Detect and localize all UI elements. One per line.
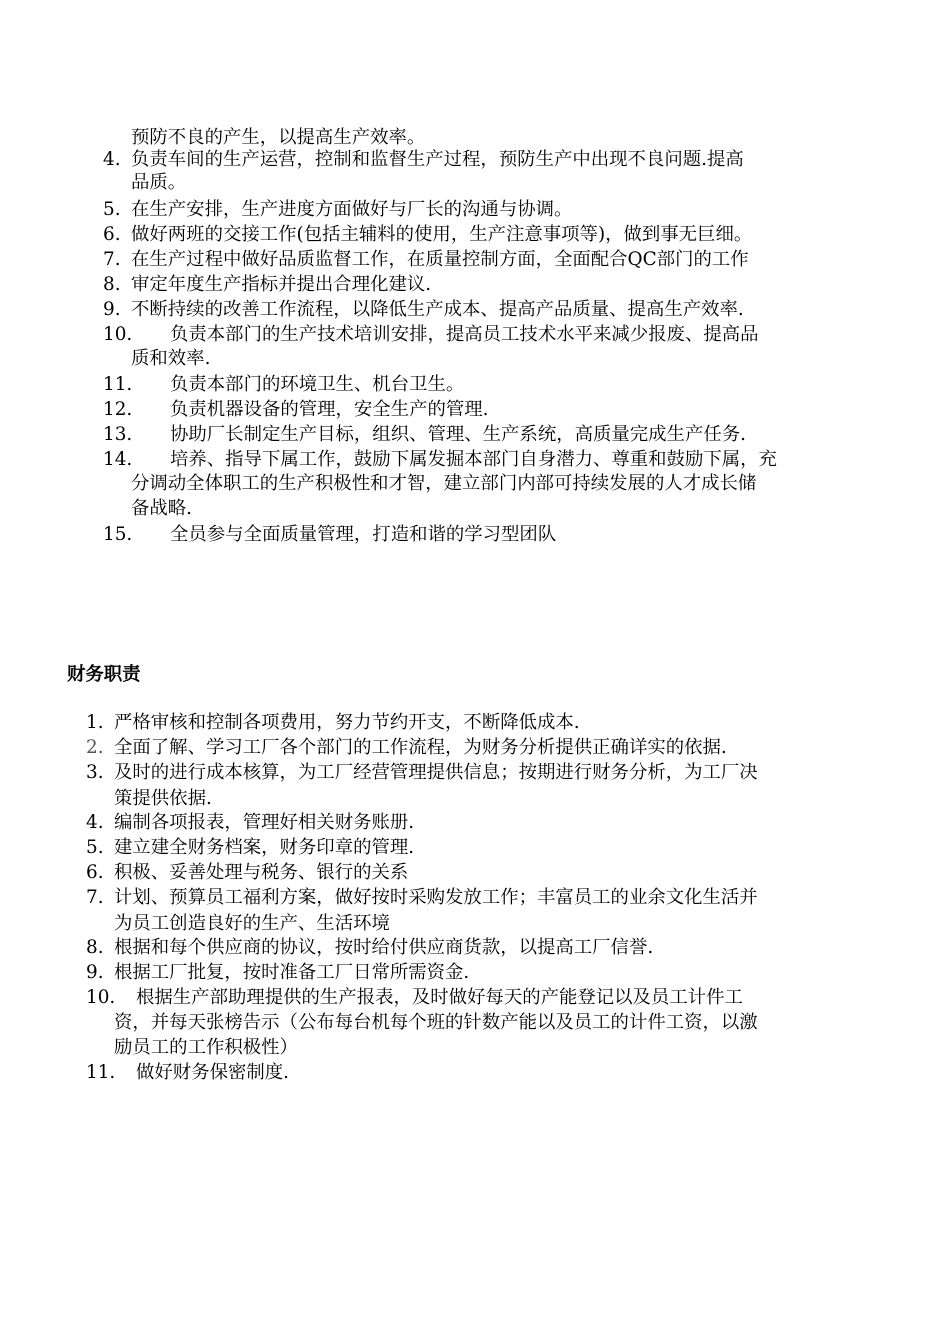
item-text: 负责机器设备的管理，安全生产的管理.: [170, 399, 489, 420]
item-number: 5.: [86, 837, 104, 858]
item-text: 在生产过程中做好品质监督工作，在质量控制方面，全面配合QC部门的工作: [131, 249, 749, 270]
item-number: 3.: [86, 762, 104, 783]
item-text: 资，并每天张榜告示（公布每台机每个班的针数产能以及员工的计件工资，以激: [114, 1012, 758, 1033]
item-text: 励员工的工作积极性）: [114, 1036, 298, 1058]
item-text: 根据工厂批复，按时准备工厂日常所需资金.: [114, 962, 470, 983]
item-number: 7.: [103, 249, 121, 270]
item-text: 根据生产部助理提供的生产报表，及时做好每天的产能登记以及员工计件工: [136, 987, 743, 1008]
item-text: 品质。: [131, 171, 187, 193]
item-text: 在生产安排，生产进度方面做好与厂长的沟通与协调。: [131, 199, 573, 220]
item-number: 9.: [103, 299, 121, 320]
item-text: 培养、指导下属工作，鼓励下属发掘本部门自身潜力、尊重和鼓励下属，充: [170, 449, 777, 470]
item-text: 不断持续的改善工作流程，以降低生产成本、提高产品质量、提高生产效率.: [131, 299, 744, 320]
item-text: 质和效率.: [131, 348, 211, 369]
item-number: 11.: [103, 374, 133, 395]
item-number: 10.: [103, 324, 133, 345]
item-number: 8.: [86, 937, 104, 958]
item-text: 负责车间的生产运营，控制和监督生产过程，预防生产中出现不良问题.提高: [131, 149, 744, 170]
item-number: 15.: [103, 524, 133, 545]
item-number: 2.: [86, 737, 104, 758]
item-text: 做好财务保密制度.: [136, 1062, 289, 1083]
item-number: 10.: [86, 987, 116, 1008]
item-number: 6.: [86, 862, 104, 883]
item-number: 6.: [103, 224, 121, 245]
item-number: 12.: [103, 399, 133, 420]
item-text: 策提供依据.: [114, 787, 212, 809]
item-text: 根据和每个供应商的协议，按时给付供应商货款，以提高工厂信誉.: [114, 937, 654, 958]
item-text: 备战略.: [131, 497, 193, 519]
item-number: 11.: [86, 1062, 116, 1083]
item-number: 8.: [103, 274, 121, 295]
item-text: 为员工创造良好的生产、生活环境: [114, 912, 390, 934]
item-number: 7.: [86, 887, 104, 908]
item-text: 编制各项报表，管理好相关财务账册.: [114, 812, 415, 833]
item-text: 审定年度生产指标并提出合理化建议.: [131, 274, 432, 295]
item-number: 9.: [86, 962, 104, 983]
item-number: 5.: [103, 199, 121, 220]
item-text: 积极、妥善处理与税务、银行的关系: [114, 862, 409, 883]
item-text: 分调动全体职工的生产积极性和才智，建立部门内部可持续发展的人才成长储: [131, 473, 757, 494]
item-text: 负责本部门的环境卫生、机台卫生。: [170, 374, 465, 395]
item-number: 4.: [86, 812, 104, 833]
item-text: 严格审核和控制各项费用，努力节约开支，不断降低成本.: [114, 712, 580, 733]
item-number: 13.: [103, 424, 133, 445]
continuation-line: 预防不良的产生，以提高生产效率。: [131, 127, 426, 148]
item-text: 做好两班的交接工作(包括主辅料的使用，生产注意事项等)，做到事无巨细。: [131, 224, 753, 245]
item-number: 1.: [86, 712, 104, 733]
item-text: 协助厂长制定生产目标，组织、管理、生产系统，高质量完成生产任务.: [170, 424, 746, 445]
item-text: 及时的进行成本核算，为工厂经营管理提供信息；按期进行财务分析，为工厂决: [114, 762, 758, 783]
item-text: 全员参与全面质量管理，打造和谐的学习型团队: [170, 524, 557, 545]
item-text: 计划、预算员工福利方案，做好按时采购发放工作；丰富员工的业余文化生活并: [114, 887, 758, 908]
item-text: 负责本部门的生产技术培训安排，提高员工技术水平来减少报废、提高品: [170, 324, 759, 345]
item-text: 全面了解、学习工厂各个部门的工作流程，为财务分析提供正确详实的依据.: [114, 737, 727, 758]
item-number: 14.: [103, 449, 133, 470]
item-number: 4.: [103, 149, 121, 170]
item-text: 建立建全财务档案，财务印章的管理.: [114, 837, 415, 858]
section-heading-finance: 财务职责: [67, 664, 141, 685]
